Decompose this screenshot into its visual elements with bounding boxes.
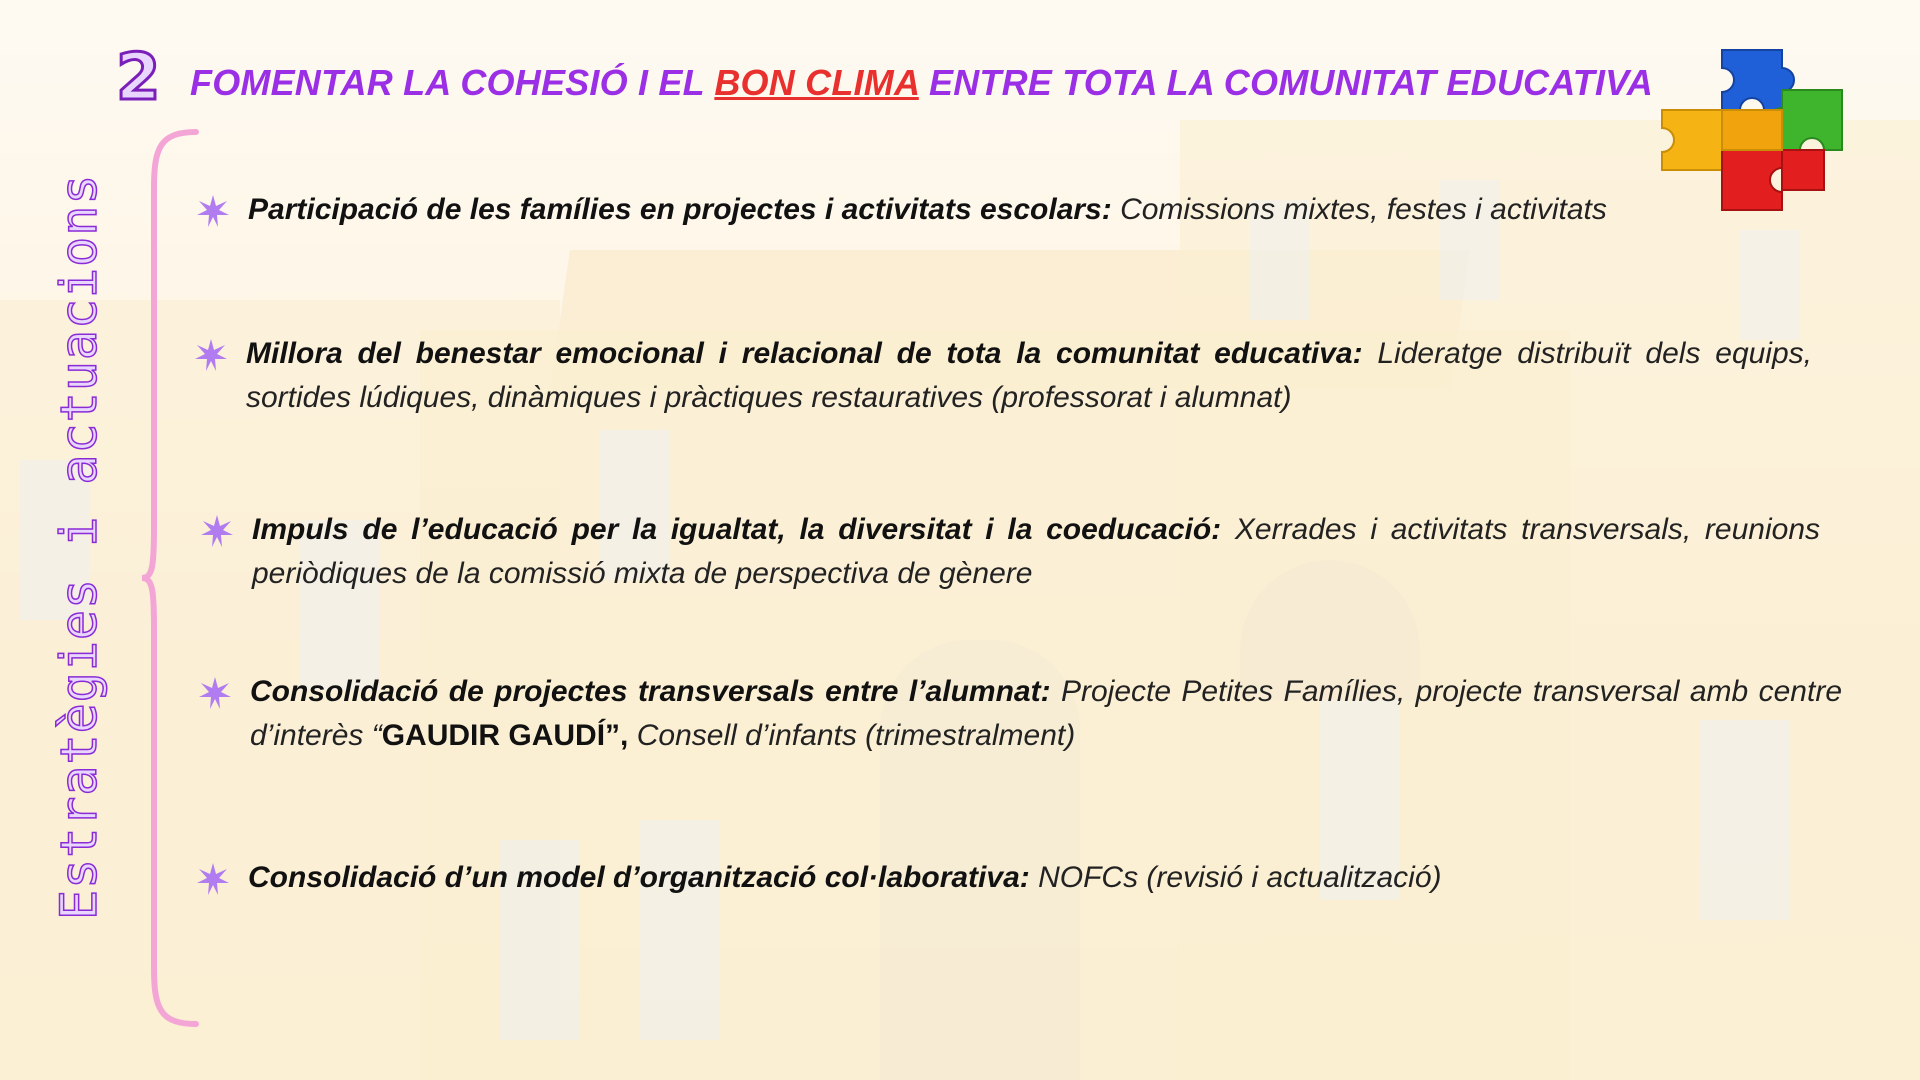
star-bullet-icon <box>198 676 232 710</box>
item-text: Xerrades i activitats transversals, reunions periòdiques de la comissió mixta de perspectiva de gènere <box>252 513 1820 590</box>
star-bullet-icon <box>194 338 228 372</box>
star-bullet-icon <box>200 514 234 548</box>
item-text-tail: Consell d’infants (trimestralment) <box>628 719 1076 752</box>
list-item <box>252 508 1820 596</box>
vertical-section-label: Estratègies i actuacions <box>50 173 108 920</box>
item-text: NOFCs (revisió i actualització) <box>1029 861 1442 894</box>
title-highlight: BON CLIMA <box>714 62 919 103</box>
item-heading: Consolidació d’un model d’organització col·laborativa: <box>248 861 1030 894</box>
title-part-2: ENTRE TOTA LA COMUNITAT EDUCATIVA <box>918 62 1653 103</box>
title-part-1: FOMENTAR LA COHESIÓ I EL <box>190 62 715 103</box>
list-item <box>250 670 1842 758</box>
section-number: 2 <box>116 41 161 115</box>
item-text: Comissions mixtes, festes i activitats <box>1111 193 1607 226</box>
page-title <box>190 62 1653 104</box>
item-text: Lideratge distribuït dels equips, sortides lúdiques, dinàmiques i pràctiques restauratives (professorat i alumnat) <box>246 337 1812 414</box>
list-item <box>248 856 1698 900</box>
curly-brace-icon <box>140 128 200 1028</box>
list-item <box>246 332 1812 420</box>
star-bullet-icon <box>196 862 230 896</box>
star-bullet-icon <box>196 194 230 228</box>
item-heading: Millora del benestar emocional i relacional de tota la comunitat educativa: <box>246 337 1363 370</box>
item-heading: Impuls de l’educació per la igualtat, la diversitat i la coeducació: <box>252 513 1222 546</box>
item-emphasis: GAUDIR GAUDÍ”, <box>381 719 629 752</box>
list-item <box>248 188 1698 232</box>
item-heading: Participació de les famílies en projectes i activitats escolars: <box>248 193 1112 226</box>
item-text: Projecte Petites Famílies, projecte transversal amb centre d’interès “ <box>250 675 1842 752</box>
item-heading: Consolidació de projectes transversals entre l’alumnat: <box>250 675 1051 708</box>
